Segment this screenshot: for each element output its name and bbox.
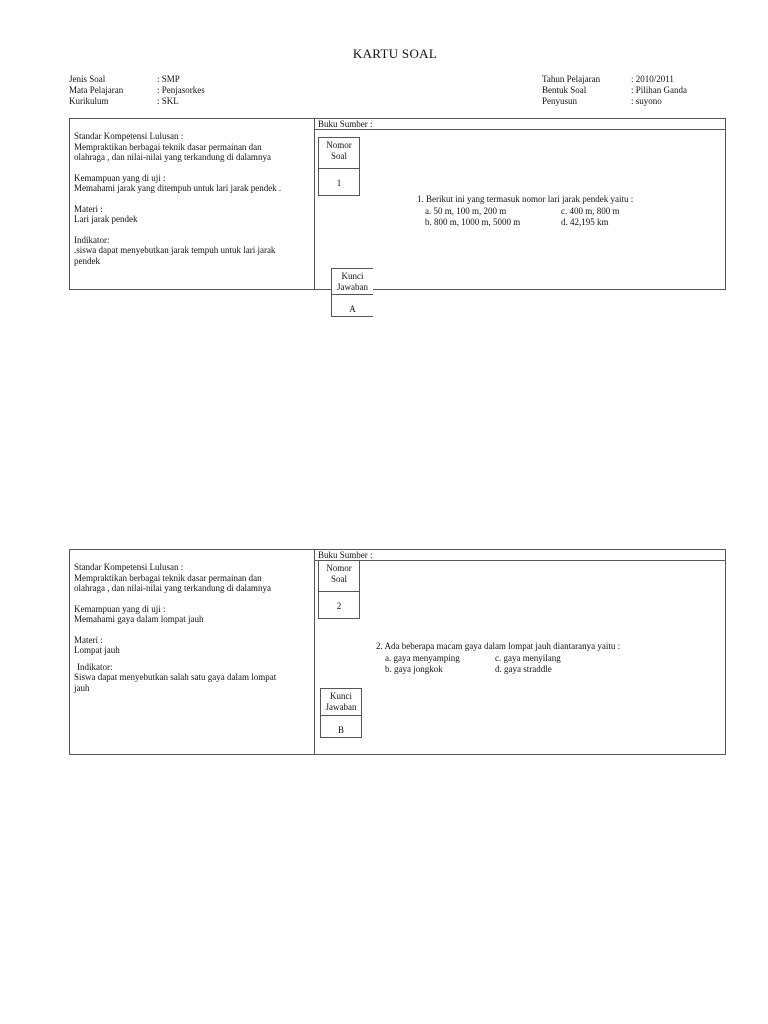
meta-value-kurikulum: : SKL [157,96,179,106]
header-meta-left [69,74,269,108]
card-2-kunci-label-2: Jawaban [325,701,357,712]
card-1-option-d: d. 42,195 km [561,217,609,227]
card-1-kunci-value: A [349,304,356,314]
card-2-info [74,562,310,693]
card-1-indikator-text-1: .siswa dapat menyebutkan jarak tempuh untuk lari jarak [74,245,276,255]
meta-label-penyusun: Penyusun [542,96,578,106]
meta-label-bentuk-soal: Bentuk Soal [542,85,587,95]
meta-label-tahun-pelajaran: Tahun Pelajaran [542,74,601,84]
card-1-kunci-label-cell [331,268,373,295]
card-1-kemampuan-text: Memahami jarak yang ditempuh untuk lari jarak pendek . [74,183,282,193]
meta-label-mata-pelajaran: Mata Pelajaran [69,85,124,95]
card-1-source-divider [314,129,726,130]
header-meta-right [542,74,722,108]
card-2-materi-text: Lompat jauh [74,645,120,655]
card-2-option-b: b. gaya jongkok [385,664,443,674]
card-1-kunci-label-1: Kunci [341,271,364,281]
meta-label-kurikulum: Kurikulum [69,96,109,106]
card-1-nomor-value-cell [318,168,360,196]
meta-value-bentuk-soal: : Pilihan Ganda [631,85,687,95]
card-2-nomor-label-1: Nomor [326,563,352,573]
meta-value-tahun-pelajaran: : 2010/2011 [631,74,674,84]
card-2-kunci-label-cell [320,688,362,716]
card-2-option-d: d. gaya straddle [495,664,552,674]
card-1-option-b: b. 800 m, 1000 m, 5000 m [425,217,521,227]
card-1-nomor-label-2: Soal [330,150,347,161]
page-title: KARTU SOAL [352,46,438,61]
card-1-buku-sumber: Buku Sumber : [318,119,373,129]
card-2-kunci-value-cell [320,715,362,738]
card-1-option-a: a. 50 m, 100 m, 200 m [425,206,507,216]
card-2-nomor-label-cell [318,560,360,592]
card-2-indikator-text-2: jauh [74,682,90,693]
card-2-kunci-value: B [337,725,344,735]
card-1-nomor-value: 1 [336,178,342,188]
card-1-sk-text-1: Mempraktikan berbagai teknik dasar permainan dan [74,141,262,152]
card-1-sk-label: Standar Kompetensi Lulusan : [74,131,184,141]
card-1-materi-text: Lari jarak pendek [74,214,138,224]
card-2-sk-label: Standar Kompetensi Lulusan : [74,562,184,572]
card-2-source-divider [314,560,726,561]
card-2-kemampuan-label: Kemampuan yang di uji : [74,603,166,614]
meta-value-penyusun: : suyono [631,96,662,106]
card-1-indikator-text-2: pendek [74,255,100,266]
meta-label-jenis-soal: Jenis Soal [69,74,106,84]
card-1-nomor-label-1: Nomor [326,140,352,150]
card-1-question: 1. Berikut ini yang termasuk nomor lari jarak pendek yaitu : [417,194,634,204]
card-1-indikator-label: Indikator: [74,234,110,245]
card-1-materi-label: Materi : [74,203,103,214]
meta-value-jenis-soal: : SMP [157,74,180,84]
card-1-option-c: c. 400 m, 800 m [561,206,620,216]
card-2-divider [314,549,315,755]
card-2-indikator-text-1: Siswa dapat menyebutkan salah satu gaya dalam lompat [74,672,277,682]
card-2-nomor-value-cell [318,591,360,619]
meta-value-mata-pelajaran: : Penjasorkes [157,85,205,95]
card-2-option-c: c. gaya menyilang [495,653,561,663]
card-2-nomor-label-2: Soal [330,573,347,584]
card-2-materi-label: Materi : [74,634,103,645]
card-1-nomor-label-cell [318,137,360,169]
card-2-question: 2. Ada beberapa macam gaya dalam lompat jauh diantaranya yaitu : [376,641,621,651]
card-2-option-a: a. gaya menyamping [385,653,460,663]
card-1-kunci-label-2: Jawaban [337,281,368,292]
card-2-buku-sumber: Buku Sumber : [318,550,373,560]
card-2-indikator-label: Indikator: [77,661,113,672]
card-2-sk-text-1: Mempraktikan berbagai teknik dasar permainan dan [74,572,262,583]
card-1-info [74,131,310,266]
card-2-nomor-value: 2 [336,601,342,611]
card-1-sk-text-2: olahraga , dan nilai-nilai yang terkandung di dalamnya [74,152,271,162]
card-1-divider [314,118,315,290]
card-1-kunci-value-cell [331,294,373,317]
card-2-sk-text-2: olahraga , dan nilai-nilai yang terkandung di dalamnya [74,583,271,593]
card-2-kemampuan-text: Memahami gaya dalam lompat jauh [74,614,204,624]
card-2-kunci-label-1: Kunci [330,691,352,701]
card-1-kemampuan-label: Kemampuan yang di uji : [74,172,166,183]
